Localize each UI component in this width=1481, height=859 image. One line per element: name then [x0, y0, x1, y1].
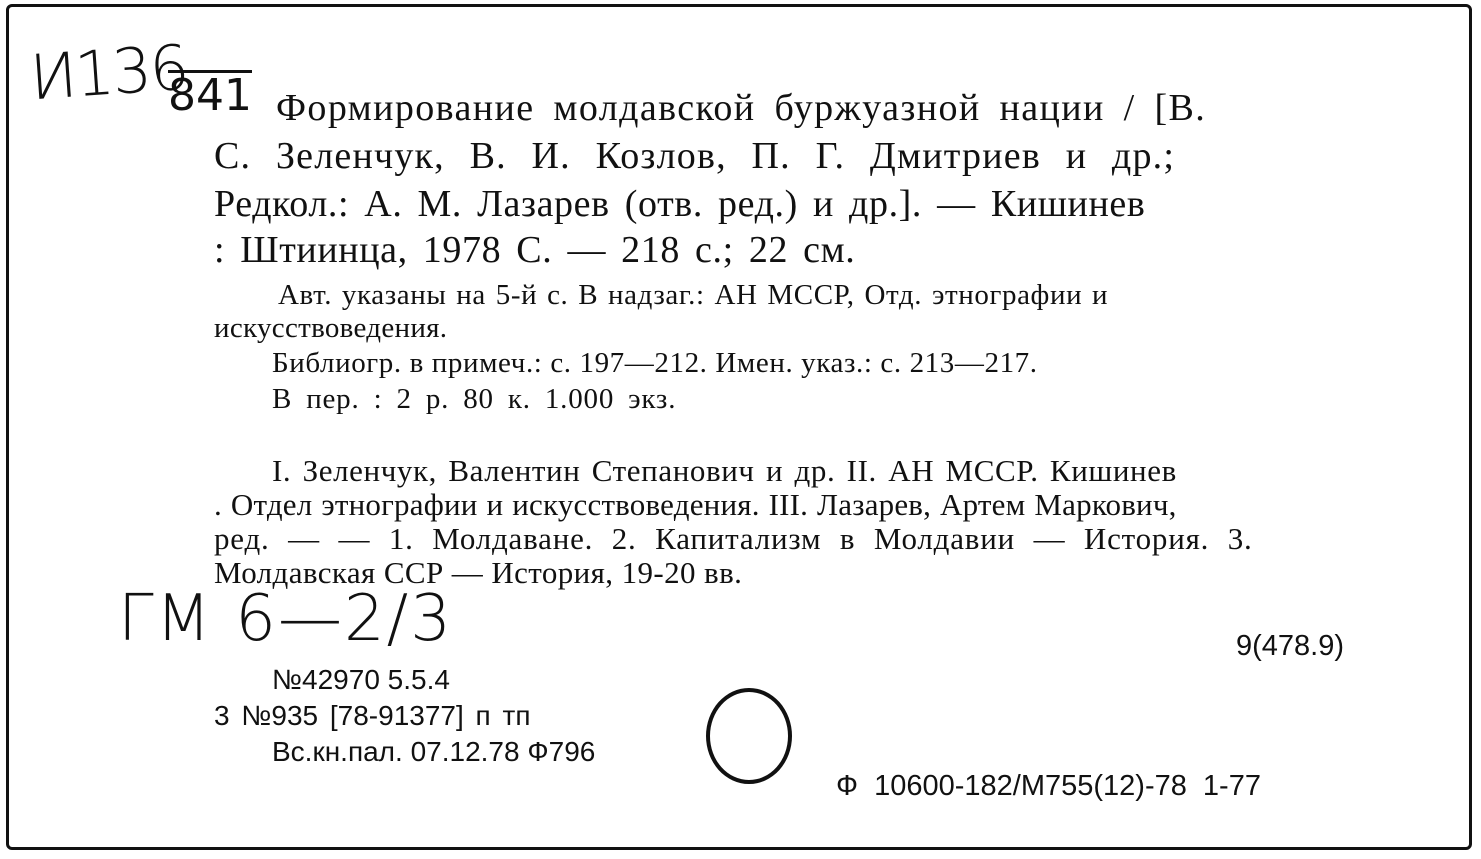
note-line: Библиогр. в примеч.: с. 197—212. Имен. указ.: с. 213—217. — [272, 347, 1038, 379]
handwritten-call-number: И136 — [27, 30, 190, 115]
publisher-index: Ф 10600-182/М755(12)-78 1-77 — [836, 770, 1261, 802]
tracing-line: . Отдел этнографии и искусствоведения. III. Лазарев, Артем Маркович, — [214, 487, 1177, 522]
book-chamber-line: Вс.кн.пал. 07.12.78 Ф796 — [272, 736, 596, 767]
registration-line: 3 №935 [78-91377] п тп — [214, 700, 531, 731]
title-line: : Штиинца, 1978 С. — 218 с.; 22 см. — [214, 229, 856, 271]
note-line: Авт. указаны на 5-й с. В надзаг.: АН МССР, Отд. этнографии и — [278, 279, 1109, 311]
stamp-circle — [706, 688, 792, 784]
note-line: искусствоведения. — [214, 312, 448, 344]
tracing-line: ред. — — 1. Молдаване. 2. Капитализм в Молдавии — История. 3. — [214, 521, 1253, 556]
note-line: В пер. : 2 р. 80 к. 1.000 экз. — [272, 383, 677, 415]
tracing-line: I. Зеленчук, Валентин Степанович и др. II. АН МССР. Кишинев — [272, 453, 1177, 488]
handwritten-shelf-mark: ГМ 6—2/3 — [118, 582, 453, 656]
classification-code: 9(478.9) — [1236, 630, 1345, 662]
tracing-line: Молдавская ССР — История, 19-20 вв. — [214, 555, 743, 590]
handwritten-call-number-sub: 841 — [168, 70, 252, 121]
card-number: №42970 5.5.4 — [272, 664, 450, 695]
title-line: Редкол.: А. М. Лазарев (отв. ред.) и др.]. — Кишинев — [214, 183, 1146, 225]
title-line: Формирование молдавской буржуазной нации / [В. — [276, 87, 1207, 129]
title-line: С. Зеленчук, В. И. Козлов, П. Г. Дмитриев и др.; — [214, 135, 1176, 177]
